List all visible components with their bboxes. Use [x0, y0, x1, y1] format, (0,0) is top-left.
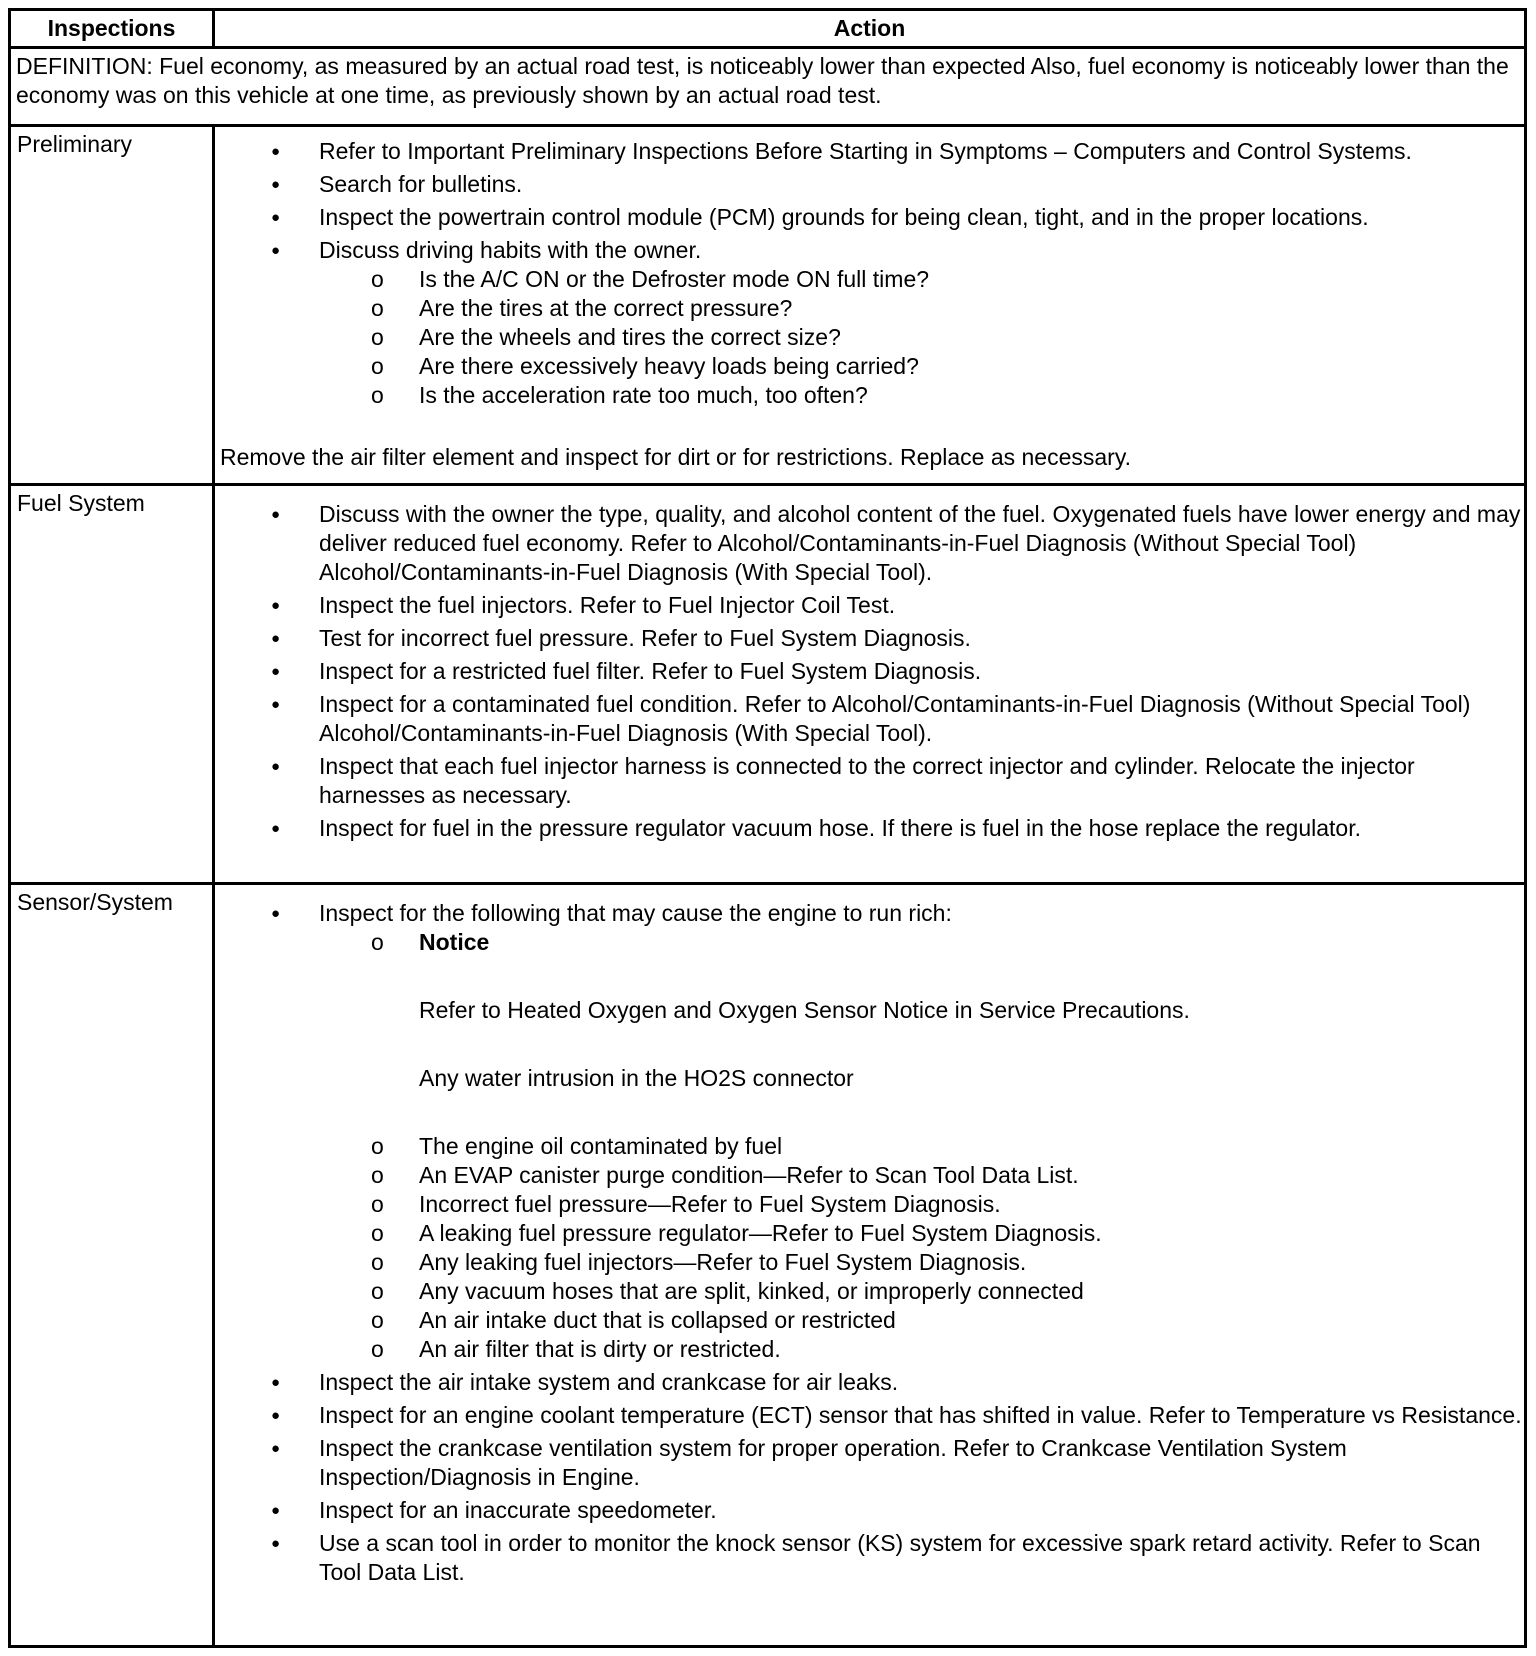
sub-list-item: o Any vacuum hoses that are split, kinked, or improperly connected [319, 1277, 1524, 1306]
header-action [212, 8, 1527, 49]
sub-list-item: o Are the wheels and tires the correct size? [319, 323, 1524, 352]
preliminary-footer: Remove the air filter element and inspect for dirt or for restrictions. Replace as necessary. [220, 444, 1132, 470]
list-item: ● Inspect for an engine coolant temperature (ECT) sensor that has shifted in value. Refer to Temperature vs Resistance. [212, 1401, 1524, 1430]
list-item: ● Inspect that each fuel injector harness is connected to the correct injector and cylinder. Relocate the injector harnesses as necessary. [212, 752, 1524, 810]
list-item: ● Use a scan tool in order to monitor the knock sensor (KS) system for excessive spark retard activity. Refer to Scan Tool Data List. [212, 1529, 1524, 1587]
list-item: ● Inspect for a restricted fuel filter. Refer to Fuel System Diagnosis. [212, 657, 1524, 686]
sensor-system-label-cell [8, 882, 215, 1648]
sensor-system-action-cell [212, 882, 1527, 1648]
list-item: ● Test for incorrect fuel pressure. Refer to Fuel System Diagnosis. [212, 624, 1524, 653]
sub-list-item-notice [319, 928, 1524, 1093]
sub-list-item: o The engine oil contaminated by fuel [319, 1132, 1524, 1161]
fuel-system-label: Fuel System [17, 490, 145, 516]
preliminary-action-cell [212, 124, 1527, 486]
sub-list-item: o Are there excessively heavy loads being carried? [319, 352, 1524, 381]
header-inspections-label: Inspections [47, 15, 176, 41]
notice-text: Refer to Heated Oxygen and Oxygen Sensor Notice in Service Precautions. [419, 997, 1190, 1023]
preliminary-label-cell [8, 124, 215, 486]
sub-list-item: o An air filter that is dirty or restricted. [319, 1335, 1524, 1364]
preliminary-label: Preliminary [17, 131, 133, 157]
diagnostic-table [8, 8, 1527, 1648]
sub-list-item: o An air intake duct that is collapsed or restricted [319, 1306, 1524, 1335]
list-item: ● Search for bulletins. [212, 170, 1524, 199]
list-item: ● Inspect the fuel injectors. Refer to Fuel Injector Coil Test. [212, 591, 1524, 620]
definition-text: DEFINITION: Fuel economy, as measured by an actual road test, is noticeably lower than expected Also, fuel economy is noticeably lower than the economy was on this vehicle at one time, as previously shown by an actual road test. [16, 53, 1509, 108]
sub-list-item: o Any leaking fuel injectors—Refer to Fuel System Diagnosis. [319, 1248, 1524, 1277]
sub-list-item: o An EVAP canister purge condition—Refer to Scan Tool Data List. [319, 1161, 1524, 1190]
list-item: ● Inspect for the following that may cause the engine to run rich: o Notice Refer to Heated Oxygen and Oxygen Sensor Notice in Service Precautions. Any water intrusion in the HO2S connector o The engine oil contaminated by fuel o An EVAP canister purge condition—Refer to Scan Tool Data List. o Incorrect fuel pressure—Refer to Fuel System Diagnosis. o A leaking fuel pressure regulator—Refer to Fuel System Diagnosis. o Any leaking fuel injectors—Refer to Fuel System Diagnosis. o Any vacuum hoses that are split, kinked, or improperly connected o An air intake duct that is collapsed or restricted o An air filter that is dirty or restricted. [212, 899, 1524, 1364]
list-item: ● Discuss driving habits with the owner. o Is the A/C ON or the Defroster mode ON full time? o Are the tires at the correct pressure? o Are the wheels and tires the correct size? o Are there excessively heavy loads being carried? o Is the acceleration rate too much, too often? [212, 236, 1524, 410]
sub-list-item: o Incorrect fuel pressure—Refer to Fuel System Diagnosis. [319, 1190, 1524, 1219]
notice-extra: Any water intrusion in the HO2S connector [419, 1065, 854, 1091]
definition-cell [8, 46, 1527, 127]
sensor-system-label: Sensor/System [17, 889, 173, 915]
list-item: ● Inspect for fuel in the pressure regulator vacuum hose. If there is fuel in the hose replace the regulator. [212, 814, 1524, 843]
list-item: ● Discuss with the owner the type, quality, and alcohol content of the fuel. Oxygenated fuels have lower energy and may deliver reduced fuel economy. Refer to Alcohol/Contaminants-in-Fuel Diagnosis (Without Special Tool) Alcohol/Contaminants-in-Fuel Diagnosis (With Special Tool). [212, 500, 1524, 587]
list-item: ● Inspect for an inaccurate speedometer. [212, 1496, 1524, 1525]
sub-list-item: o Are the tires at the correct pressure? [319, 294, 1524, 323]
list-item: ● Inspect for a contaminated fuel condition. Refer to Alcohol/Contaminants-in-Fuel Diagnosis (Without Special Tool) Alcohol/Contaminants-in-Fuel Diagnosis (With Special Tool). [212, 690, 1524, 748]
list-item: ● Inspect the powertrain control module (PCM) grounds for being clean, tight, and in the proper locations. [212, 203, 1524, 232]
header-action-label: Action [833, 15, 906, 41]
sub-list-item: o A leaking fuel pressure regulator—Refer to Fuel System Diagnosis. [319, 1219, 1524, 1248]
sub-list-item: o Is the A/C ON or the Defroster mode ON full time? [319, 265, 1524, 294]
list-item: ● Refer to Important Preliminary Inspections Before Starting in Symptoms – Computers and Control Systems. [212, 137, 1524, 166]
header-inspections [8, 8, 215, 49]
list-item: ● Inspect the crankcase ventilation system for proper operation. Refer to Crankcase Ventilation System Inspection/Diagnosis in Engine. [212, 1434, 1524, 1492]
list-item: ● Inspect the air intake system and crankcase for air leaks. [212, 1368, 1524, 1397]
notice-title: Notice [419, 929, 490, 955]
fuel-system-label-cell [8, 483, 215, 885]
fuel-system-action-cell [212, 483, 1527, 885]
sub-list-item: o Is the acceleration rate too much, too often? [319, 381, 1524, 410]
